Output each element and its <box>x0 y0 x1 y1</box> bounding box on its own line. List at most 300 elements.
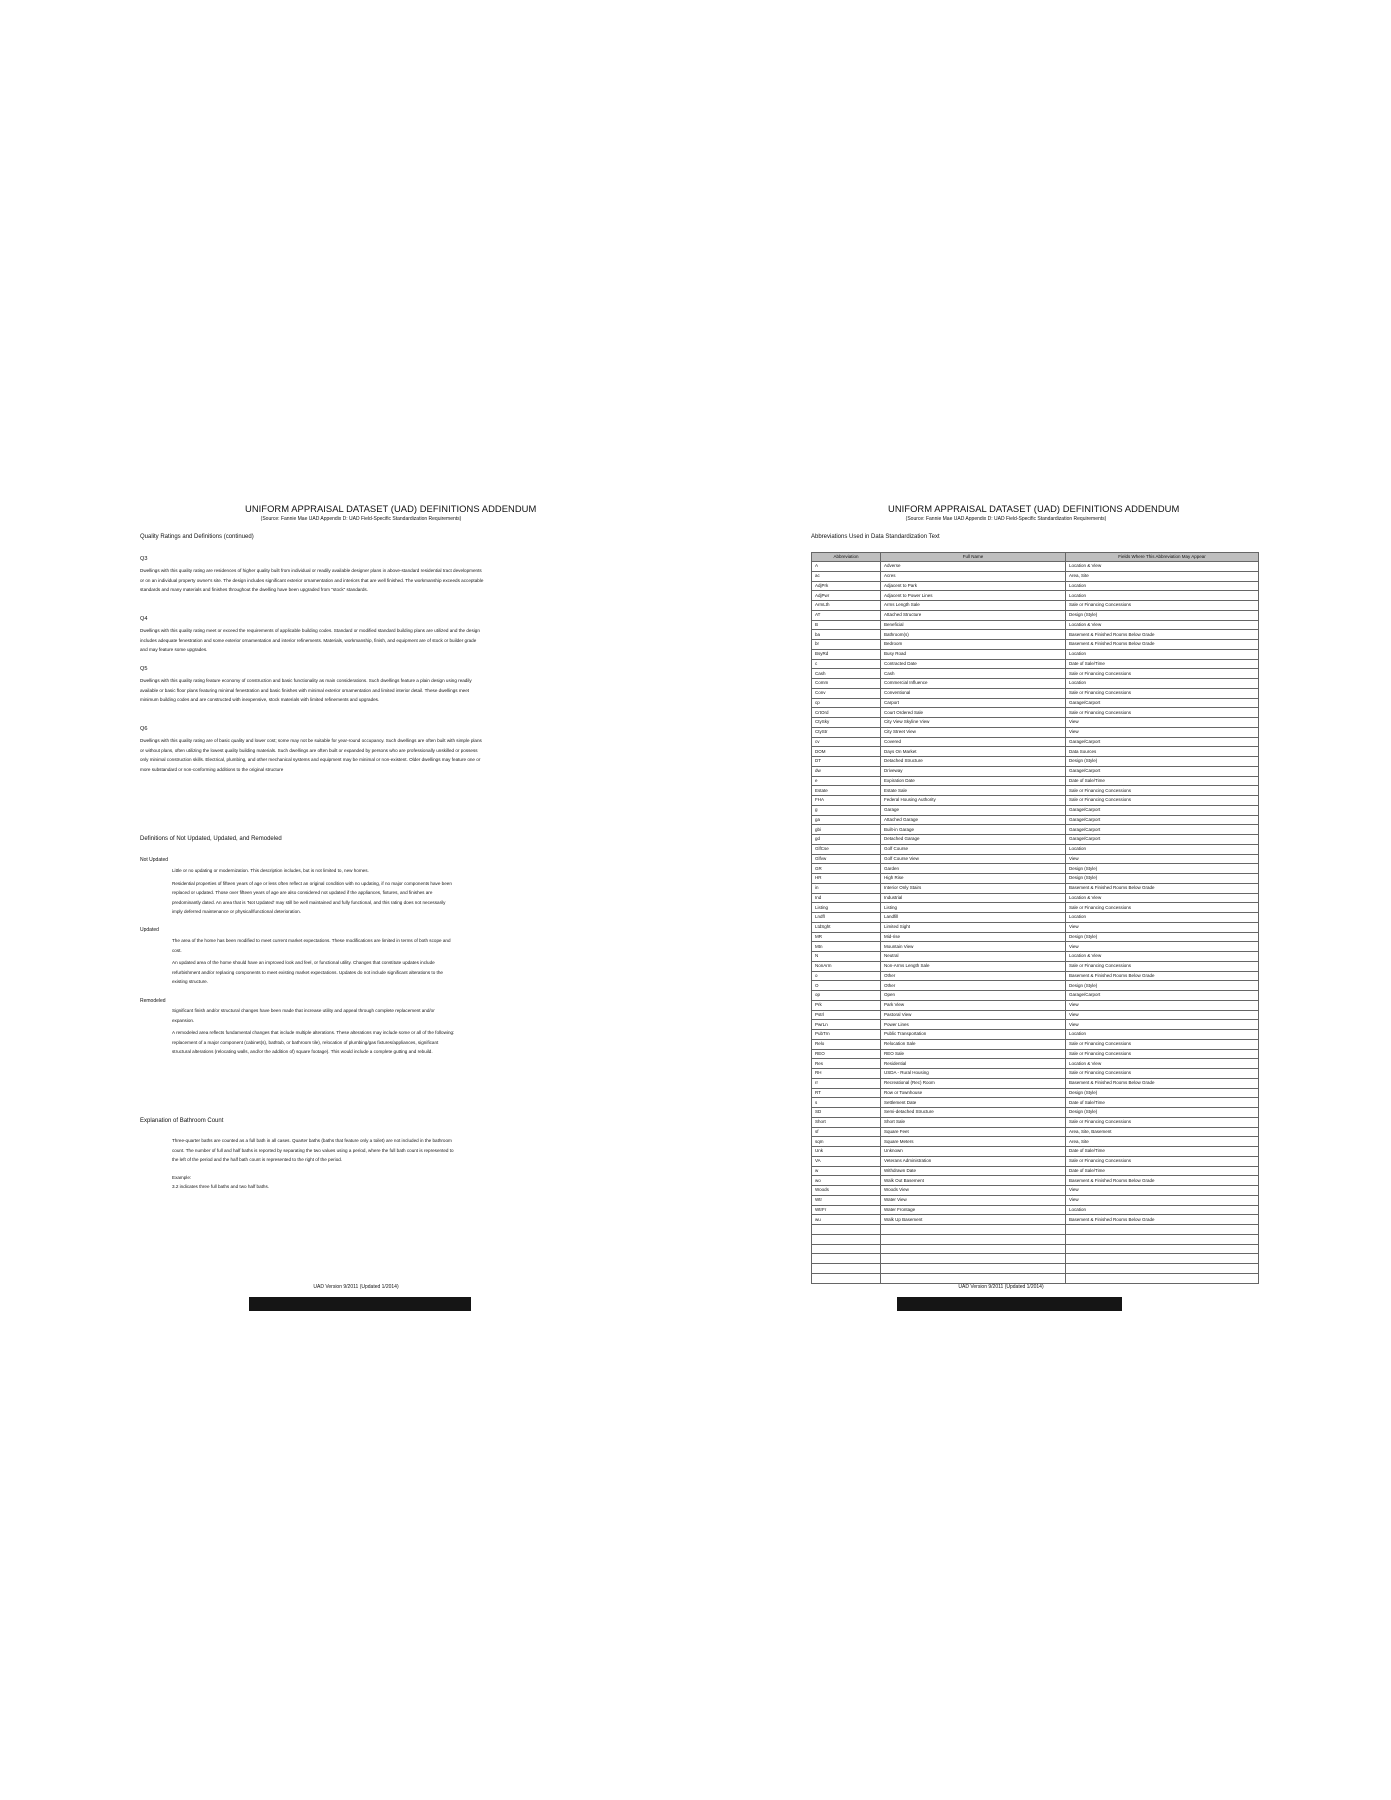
table-row <box>812 581 1259 591</box>
cell-abbreviation: CrtOrd <box>812 708 881 718</box>
table-body <box>812 562 1259 1284</box>
cell-full-name: Expiration Date <box>881 776 1066 786</box>
cell-full-name: Limited Sight <box>881 922 1066 932</box>
remodeled-label: Remodeled <box>140 998 166 1004</box>
table-row <box>812 688 1259 698</box>
cell-full-name: Attached Garage <box>881 815 1066 825</box>
cell-full-name: Cash <box>881 669 1066 679</box>
table-row <box>812 776 1259 786</box>
cell-fields: Location & View <box>1066 1059 1259 1069</box>
page-footer: UAD Version 9/2011 (Updated 1/2014) <box>313 1284 399 1290</box>
cell-abbreviation: rr <box>812 1078 881 1088</box>
cell-fields: Date of Sale/Time <box>1066 776 1259 786</box>
document-title: UNIFORM APPRAISAL DATASET (UAD) DEFINITIONS ADDENDUM <box>888 503 1180 514</box>
left-page <box>120 0 537 1800</box>
abbreviations-heading: Abbreviations Used in Data Standardization Text <box>811 534 940 540</box>
cell-abbreviation: AdjPrk <box>812 581 881 591</box>
cell-fields: Basement & Finished Rooms Below Grade <box>1066 630 1259 640</box>
table-row <box>812 1215 1259 1225</box>
cell-abbreviation: GR <box>812 864 881 874</box>
cell-full-name: Power Lines <box>881 1020 1066 1030</box>
cell-fields: Area, Site, Basement <box>1066 1127 1259 1137</box>
table-row <box>812 1195 1259 1205</box>
cell-fields: View <box>1066 1186 1259 1196</box>
cell-full-name: Water View <box>881 1195 1066 1205</box>
cell-abbreviation: ga <box>812 815 881 825</box>
cell-full-name: Interior Only Stairs <box>881 883 1066 893</box>
cell-abbreviation: CtySky <box>812 718 881 728</box>
cell-full-name: Garage <box>881 805 1066 815</box>
cell-full-name <box>881 1234 1066 1244</box>
table-row <box>812 971 1259 981</box>
cell-full-name: Days On Market <box>881 747 1066 757</box>
updated-label: Updated <box>140 927 159 933</box>
cell-fields: Location <box>1066 649 1259 659</box>
cell-abbreviation <box>812 1244 881 1254</box>
cell-full-name: Mid-rise <box>881 932 1066 942</box>
table-row <box>812 1166 1259 1176</box>
cell-full-name: Pastoral View <box>881 1010 1066 1020</box>
cell-fields: Basement & Finished Rooms Below Grade <box>1066 883 1259 893</box>
rating-q6 <box>140 726 485 774</box>
table-row <box>812 698 1259 708</box>
rating-code: Q6 <box>140 726 148 732</box>
cell-fields: Sale or Financing Concessions <box>1066 903 1259 913</box>
cell-full-name: Square Feet <box>881 1127 1066 1137</box>
cell-abbreviation: LtdSght <box>812 922 881 932</box>
cell-fields: Location & View <box>1066 562 1259 572</box>
cell-abbreviation: c <box>812 659 881 669</box>
cell-full-name: City Street View <box>881 727 1066 737</box>
cell-full-name: Relocation Sale <box>881 1039 1066 1049</box>
cell-abbreviation: s <box>812 1098 881 1108</box>
table-row <box>812 747 1259 757</box>
cell-abbreviation: Comm <box>812 679 881 689</box>
cell-abbreviation: cv <box>812 737 881 747</box>
cell-fields: Basement & Finished Rooms Below Grade <box>1066 640 1259 650</box>
rating-text: Dwellings with this quality rating feature economy of construction and basic functionality as main considerations. Such dwellings feature a plain design using readily available or basic floor plans featuring minimal fenestration and basic finishes with minimal exterior ornamentation and limited interior detail. These dwellings meet minimum building codes and are constructed with inexpensive, stock materials with limited refinements and upgrades. <box>140 678 472 703</box>
cell-fields: View <box>1066 922 1259 932</box>
table-row <box>812 825 1259 835</box>
cell-full-name: Residential <box>881 1059 1066 1069</box>
cell-fields: Area, Site <box>1066 571 1259 581</box>
cell-abbreviation: AT <box>812 610 881 620</box>
cell-fields: Sale or Financing Concessions <box>1066 1156 1259 1166</box>
cell-full-name: Conventional <box>881 688 1066 698</box>
document-title: UNIFORM APPRAISAL DATASET (UAD) DEFINITIONS ADDENDUM <box>245 503 537 514</box>
table-row <box>812 942 1259 952</box>
cell-full-name: Settlement Date <box>881 1098 1066 1108</box>
rating-code: Q3 <box>140 556 148 562</box>
cell-fields: Sale or Financing Concessions <box>1066 961 1259 971</box>
cell-full-name: Bedroom <box>881 640 1066 650</box>
table-row <box>812 766 1259 776</box>
cell-fields: Date of Sale/Time <box>1066 1166 1259 1176</box>
table-row <box>812 854 1259 864</box>
page-footer: UAD Version 9/2011 (Updated 1/2014) <box>958 1284 1044 1290</box>
table-row <box>812 1039 1259 1049</box>
cell-fields: Basement & Finished Rooms Below Grade <box>1066 1078 1259 1088</box>
cell-fields <box>1066 1264 1259 1274</box>
cell-full-name: Public Transportation <box>881 1030 1066 1040</box>
table-row <box>812 903 1259 913</box>
updated-block <box>172 936 457 990</box>
cell-fields: Sale or Financing Concessions <box>1066 1069 1259 1079</box>
bathroom-block <box>172 1136 457 1195</box>
cell-abbreviation: FHA <box>812 796 881 806</box>
cell-fields: Location & View <box>1066 952 1259 962</box>
cell-fields: Garage/Carport <box>1066 991 1259 1001</box>
cell-abbreviation: N <box>812 952 881 962</box>
cell-fields: Garage/Carport <box>1066 815 1259 825</box>
cell-abbreviation: ac <box>812 571 881 581</box>
cell-fields: View <box>1066 1010 1259 1020</box>
cell-fields: Sale or Financing Concessions <box>1066 601 1259 611</box>
cell-fields: View <box>1066 727 1259 737</box>
cell-fields <box>1066 1225 1259 1235</box>
cell-fields <box>1066 1273 1259 1283</box>
cell-fields: Location <box>1066 844 1259 854</box>
table-row <box>812 1020 1259 1030</box>
cell-full-name: Neutral <box>881 952 1066 962</box>
cell-abbreviation: REO <box>812 1049 881 1059</box>
cell-full-name: Park View <box>881 1000 1066 1010</box>
cell-abbreviation: CtyStr <box>812 727 881 737</box>
cell-full-name: High Rise <box>881 874 1066 884</box>
cell-full-name: Attached Structure <box>881 610 1066 620</box>
cell-fields: Date of Sale/Time <box>1066 659 1259 669</box>
table-row <box>812 1098 1259 1108</box>
cell-abbreviation: wo <box>812 1176 881 1186</box>
cell-abbreviation: DT <box>812 757 881 767</box>
remodeled-p2: A remodeled area reflects fundamental changes that include multiple alterations. These alterations may include some or all of the following: replacement of a major component (cabinet(s), bathtub, or bathroom tile), relocation of plumbing/gas fixtures/appliances, significant structural alterations (relocating walls, and/or the addition of) square footage). This would include a complete gutting and rebuild. <box>172 1030 455 1055</box>
cell-full-name: City View Skyline View <box>881 718 1066 728</box>
table-row <box>812 571 1259 581</box>
cell-abbreviation <box>812 1234 881 1244</box>
cell-abbreviation: gd <box>812 835 881 845</box>
not-updated-p1: Little or no updating or modernization. This description includes, but is not limited to, new homes. <box>172 868 369 873</box>
cell-abbreviation: Woods <box>812 1186 881 1196</box>
cell-abbreviation: op <box>812 991 881 1001</box>
cell-fields: Location & View <box>1066 620 1259 630</box>
cell-abbreviation: g <box>812 805 881 815</box>
cell-abbreviation: wu <box>812 1215 881 1225</box>
cell-full-name: Row or Townhouse <box>881 1088 1066 1098</box>
cell-full-name: Open <box>881 991 1066 1001</box>
cell-fields: Sale or Financing Concessions <box>1066 1117 1259 1127</box>
cell-fields: Design (Style) <box>1066 864 1259 874</box>
cell-fields: Location & View <box>1066 893 1259 903</box>
cell-fields: Area, Site <box>1066 1137 1259 1147</box>
cell-abbreviation: Unk <box>812 1147 881 1157</box>
cell-fields: Location <box>1066 679 1259 689</box>
cell-fields: Garage/Carport <box>1066 737 1259 747</box>
cell-abbreviation: A <box>812 562 881 572</box>
cell-full-name: Contracted Date <box>881 659 1066 669</box>
cell-full-name <box>881 1225 1066 1235</box>
cell-fields: Garage/Carport <box>1066 835 1259 845</box>
cell-abbreviation: dw <box>812 766 881 776</box>
cell-full-name: Estate Sale <box>881 786 1066 796</box>
cell-abbreviation: RT <box>812 1088 881 1098</box>
table-row <box>812 1176 1259 1186</box>
cell-abbreviation: Pstrl <box>812 1010 881 1020</box>
table-row <box>812 815 1259 825</box>
table-row <box>812 786 1259 796</box>
cell-abbreviation: Lndfl <box>812 913 881 923</box>
cell-fields: View <box>1066 1195 1259 1205</box>
cell-full-name: Other <box>881 971 1066 981</box>
table-row <box>812 1010 1259 1020</box>
table-row <box>812 1030 1259 1040</box>
footer-bar <box>249 1297 471 1311</box>
cell-fields: Design (Style) <box>1066 757 1259 767</box>
table-row <box>812 659 1259 669</box>
cell-full-name: Listing <box>881 903 1066 913</box>
remodeled-p1: Significant finish and/or structural changes have been made that increase utility and appeal through complete replacement and/or expansion. <box>172 1008 435 1023</box>
cell-abbreviation: DOM <box>812 747 881 757</box>
cell-abbreviation: SD <box>812 1108 881 1118</box>
cell-abbreviation: Wtr <box>812 1195 881 1205</box>
cell-fields: Date of Sale/Time <box>1066 1147 1259 1157</box>
rating-q3 <box>140 556 485 595</box>
table-header-row <box>812 553 1259 562</box>
cell-fields: Garage/Carport <box>1066 766 1259 776</box>
table-row <box>812 991 1259 1001</box>
table-row <box>812 1273 1259 1283</box>
cell-full-name: Busy Road <box>881 649 1066 659</box>
cell-full-name: Beneficial <box>881 620 1066 630</box>
cell-fields: Sale or Financing Concessions <box>1066 669 1259 679</box>
table-row <box>812 835 1259 845</box>
cell-abbreviation: Relo <box>812 1039 881 1049</box>
rating-text: Dwellings with this quality rating are residences of higher quality built from individual or readily available designer plans in above-standard residential tract developments or on an individual property owner's site. The design includes significant exterior ornamentation and interiors that are well finished. The workmanship exceeds acceptable standards and many materials and finishes throughout the dwelling have been upgraded from "stock" standards. <box>140 568 484 593</box>
column-header-full-name: Full Name <box>881 553 1066 562</box>
rating-q5 <box>140 666 485 705</box>
cell-full-name: Recreational (Rec) Room <box>881 1078 1066 1088</box>
cell-full-name <box>881 1244 1066 1254</box>
cell-fields: Design (Style) <box>1066 981 1259 991</box>
rating-code: Q5 <box>140 666 148 672</box>
table-row <box>812 669 1259 679</box>
cell-fields: Design (Style) <box>1066 874 1259 884</box>
table-row <box>812 1069 1259 1079</box>
cell-fields <box>1066 1244 1259 1254</box>
cell-fields: Sale or Financing Concessions <box>1066 786 1259 796</box>
rating-q4 <box>140 616 485 655</box>
table-row <box>812 1264 1259 1274</box>
document-source: (Source: Fannie Mae UAD Appendix D: UAD Field-Specific Standardization Requirements) <box>905 516 1107 522</box>
cell-abbreviation: sf <box>812 1127 881 1137</box>
cell-fields: Location <box>1066 591 1259 601</box>
cell-full-name: Arms Length Sale <box>881 601 1066 611</box>
cell-abbreviation: br <box>812 640 881 650</box>
footer-bar <box>897 1297 1122 1311</box>
cell-full-name: Adjacent to Park <box>881 581 1066 591</box>
cell-full-name: Adverse <box>881 562 1066 572</box>
cell-abbreviation <box>812 1254 881 1264</box>
not-updated-label: Not Updated <box>140 857 169 863</box>
cell-full-name <box>881 1264 1066 1274</box>
document-source: (Source: Fannie Mae UAD Appendix D: UAD Field-Specific Standardization Requirements) <box>260 516 462 522</box>
table-row <box>812 727 1259 737</box>
table-row <box>812 601 1259 611</box>
table-row <box>812 1244 1259 1254</box>
table-row <box>812 1205 1259 1215</box>
table-row <box>812 1117 1259 1127</box>
cell-abbreviation: MR <box>812 932 881 942</box>
cell-abbreviation: Glfvw <box>812 854 881 864</box>
cell-full-name: Golf Course View <box>881 854 1066 864</box>
cell-full-name: Built-in Garage <box>881 825 1066 835</box>
rating-text: Dwellings with this quality rating meet or exceed the requirements of applicable building codes. Standard or modified standard building plans are utilized and the design includes adequate fenestration and some exterior ornamentation and interior refinements. Materials, workmanship, finish, and equipment are of stock or builder grade and may feature some upgrades. <box>140 628 480 653</box>
cell-full-name: Industrial <box>881 893 1066 903</box>
cell-abbreviation: PwrLn <box>812 1020 881 1030</box>
cell-fields: Garage/Carport <box>1066 805 1259 815</box>
cell-fields: Garage/Carport <box>1066 825 1259 835</box>
cell-full-name: Court Ordered Sale <box>881 708 1066 718</box>
table-row <box>812 1078 1259 1088</box>
table-row <box>812 952 1259 962</box>
table-row <box>812 893 1259 903</box>
cell-full-name <box>881 1273 1066 1283</box>
table-row <box>812 961 1259 971</box>
table-row <box>812 649 1259 659</box>
table-row <box>812 1156 1259 1166</box>
not-updated-block <box>172 866 457 920</box>
table-row <box>812 757 1259 767</box>
updated-p1: The area of the home has been modified to meet current market expectations. These modifications are limited in terms of both scope and cost. <box>172 938 451 953</box>
cell-abbreviation: in <box>812 883 881 893</box>
table-row <box>812 1127 1259 1137</box>
example-label: Example: <box>172 1174 192 1180</box>
cell-abbreviation: e <box>812 776 881 786</box>
cell-full-name: Water Frontage <box>881 1205 1066 1215</box>
table-row <box>812 1234 1259 1244</box>
table-row <box>812 796 1259 806</box>
cell-full-name: Driveway <box>881 766 1066 776</box>
quality-heading: Quality Ratings and Definitions (continued) <box>140 534 254 540</box>
table-row <box>812 1137 1259 1147</box>
table-row <box>812 844 1259 854</box>
cell-fields: Date of Sale/Time <box>1066 1098 1259 1108</box>
cell-full-name: REO Sale <box>881 1049 1066 1059</box>
table-row <box>812 1108 1259 1118</box>
cell-abbreviation: Prk <box>812 1000 881 1010</box>
cell-fields <box>1066 1234 1259 1244</box>
table-row <box>812 562 1259 572</box>
cell-full-name: Semi-detached Structure <box>881 1108 1066 1118</box>
table-row <box>812 1147 1259 1157</box>
cell-abbreviation: w <box>812 1166 881 1176</box>
cell-fields: Sale or Financing Concessions <box>1066 708 1259 718</box>
table-row <box>812 591 1259 601</box>
cell-abbreviation: O <box>812 981 881 991</box>
cell-abbreviation: o <box>812 971 881 981</box>
cell-abbreviation: cp <box>812 698 881 708</box>
cell-abbreviation: Estate <box>812 786 881 796</box>
cell-full-name: Short Sale <box>881 1117 1066 1127</box>
cell-fields: Location <box>1066 1030 1259 1040</box>
cell-abbreviation: VA <box>812 1156 881 1166</box>
cell-fields: View <box>1066 854 1259 864</box>
table-row <box>812 610 1259 620</box>
cell-full-name: Garden <box>881 864 1066 874</box>
cell-abbreviation: sqm <box>812 1137 881 1147</box>
table-row <box>812 913 1259 923</box>
table-row <box>812 922 1259 932</box>
cell-fields <box>1066 1254 1259 1264</box>
cell-abbreviation: Mtn <box>812 942 881 952</box>
cell-abbreviation: WtrFr <box>812 1205 881 1215</box>
cell-full-name: Non-Arms Length Sale <box>881 961 1066 971</box>
cell-abbreviation: gbi <box>812 825 881 835</box>
cell-full-name: Commercial Influence <box>881 679 1066 689</box>
cell-fields: Basement & Finished Rooms Below Grade <box>1066 1176 1259 1186</box>
cell-full-name: Walk Up Basement <box>881 1215 1066 1225</box>
table-row <box>812 1049 1259 1059</box>
column-header-abbreviation: Abbreviation <box>812 553 881 562</box>
cell-abbreviation: Ind <box>812 893 881 903</box>
cell-fields: View <box>1066 1020 1259 1030</box>
table-row <box>812 981 1259 991</box>
table-row <box>812 708 1259 718</box>
table-row <box>812 1059 1259 1069</box>
remodeled-block <box>172 1006 457 1060</box>
cell-full-name: Bathroom(s) <box>881 630 1066 640</box>
table-row <box>812 883 1259 893</box>
cell-fields: Design (Style) <box>1066 1088 1259 1098</box>
cell-full-name: Square Meters <box>881 1137 1066 1147</box>
table-row <box>812 640 1259 650</box>
cell-full-name: Withdrawn Date <box>881 1166 1066 1176</box>
rating-text: Dwellings with this quality rating are of basic quality and lower cost; some may not be suitable for year-round occupancy. Such dwellings are often built with simple plans or without plans, often utilizing the lowest quality building materials. Such dwellings are often built or expanded by persons who are professionally unskilled or possess only minimal construction skills. Electrical, plumbing, and other mechanical systems and equipment may be minimal or non-existent. Older dwellings may feature one or more substandard or non-conforming additions to the original structure <box>140 738 482 772</box>
cell-fields: Garage/Carport <box>1066 698 1259 708</box>
cell-full-name: Mountain View <box>881 942 1066 952</box>
cell-full-name: Acres <box>881 571 1066 581</box>
cell-full-name: Covered <box>881 737 1066 747</box>
cell-fields: Sale or Financing Concessions <box>1066 1039 1259 1049</box>
cell-abbreviation: PubTrn <box>812 1030 881 1040</box>
cell-abbreviation: BsyRd <box>812 649 881 659</box>
cell-fields: Design (Style) <box>1066 932 1259 942</box>
cell-abbreviation: Conv <box>812 688 881 698</box>
cell-fields: Location <box>1066 581 1259 591</box>
table-row <box>812 805 1259 815</box>
updated-p2: An updated area of the home should have an improved look and feel, or functional utility. Changes that constitute updates include refurbishment and/or replacing components to meet existing market expectations. Updates do not include significant alterations to the existing structure. <box>172 960 443 985</box>
cell-full-name: Unknown <box>881 1147 1066 1157</box>
right-page <box>794 0 1254 1800</box>
cell-abbreviation: Cash <box>812 669 881 679</box>
cell-fields: View <box>1066 1000 1259 1010</box>
cell-fields: Design (Style) <box>1066 1108 1259 1118</box>
cell-abbreviation: ArmLth <box>812 601 881 611</box>
cell-abbreviation: NonArm <box>812 961 881 971</box>
cell-abbreviation <box>812 1264 881 1274</box>
cell-full-name: Detached Garage <box>881 835 1066 845</box>
table-row <box>812 1000 1259 1010</box>
cell-abbreviation: Listing <box>812 903 881 913</box>
table-row <box>812 1088 1259 1098</box>
cell-abbreviation: GlfCse <box>812 844 881 854</box>
cell-fields: Data Sources <box>1066 747 1259 757</box>
column-header-fields: Fields Where This Abbreviation May Appear <box>1066 553 1259 562</box>
table-row <box>812 1186 1259 1196</box>
cell-full-name: Veterans Administration <box>881 1156 1066 1166</box>
cell-fields: Sale or Financing Concessions <box>1066 1049 1259 1059</box>
cell-abbreviation: RH <box>812 1069 881 1079</box>
cell-fields: Basement & Finished Rooms Below Grade <box>1066 971 1259 981</box>
